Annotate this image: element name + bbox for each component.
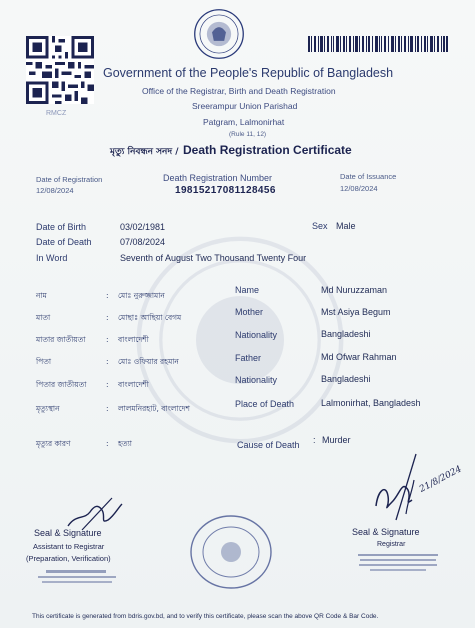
registration-number-value: 19815217081128456 <box>175 185 276 196</box>
date-of-issuance-label: Date of Issuance <box>340 172 397 181</box>
handwritten-date: 21/8/2024 <box>418 464 464 495</box>
place-of-death-bn-colon: : <box>106 404 109 413</box>
father-label: Father <box>235 353 262 363</box>
cause-bn-value: হত্যা <box>118 439 132 448</box>
right-seal-signature-label: Seal & Signature <box>352 527 420 537</box>
father-bn-value: মোঃ ওফিয়ার রহমান <box>118 357 179 366</box>
name-value: Md Nuruzzaman <box>321 285 388 295</box>
mother-label: Mother <box>235 307 264 317</box>
barcode <box>308 36 448 52</box>
sex-value: Male <box>336 221 356 231</box>
mother-value: Mst Asiya Begum <box>321 307 391 317</box>
in-word-value: Seventh of August Two Thousand Twenty Four <box>120 253 307 263</box>
place-of-death-bn-label: মৃত্যুস্থান <box>36 404 60 413</box>
dob-value: 03/02/1981 <box>120 222 166 232</box>
mother-nationality-value: Bangladeshi <box>321 329 371 339</box>
registration-number-label: Death Registration Number <box>163 173 273 183</box>
dob-label: Date of Birth <box>36 222 87 232</box>
watermark-emblem <box>130 230 350 450</box>
father-value: Md Ofwar Rahman <box>321 352 397 362</box>
assistant-stamp-text <box>36 568 118 590</box>
name-bn-value: মোঃ নুরুজ্জামান <box>118 291 165 300</box>
certificate-title-en: Death Registration Certificate <box>183 143 352 157</box>
cause-value: Murder <box>322 435 351 445</box>
father-nationality-value: Bangladeshi <box>321 374 371 384</box>
cause-bn-label: মৃত্যুর কারণ <box>36 439 71 448</box>
dod-label: Date of Death <box>36 237 92 247</box>
assistant-role: Assistant to Registrar <box>33 542 105 551</box>
mother-bn-colon: : <box>106 313 109 322</box>
cause-colon: : <box>313 435 316 445</box>
union-name: Sreerampur Union Parishad <box>192 101 298 111</box>
name-bn-colon: : <box>106 291 109 300</box>
registrar-stamp-text <box>356 552 440 580</box>
office-title: Office of the Registrar, Birth and Death Registration <box>142 86 336 96</box>
cause-label: Cause of Death <box>237 440 300 450</box>
certificate-title-bn: মৃত্যু নিবন্ধন সনদ / <box>110 147 179 157</box>
government-title: Government of the People's Republic of Bangladesh <box>103 66 394 80</box>
place-of-death-bn-value: লালমনিরহাট, বাংলাদেশ <box>118 404 190 413</box>
registrar-role: Registrar <box>377 541 406 548</box>
office-address: Patgram, Lalmonirhat <box>203 117 285 127</box>
date-of-registration-label: Date of Registration <box>36 175 103 184</box>
name-bn-label: নাম <box>36 291 47 300</box>
place-of-death-value: Lalmonirhat, Bangladesh <box>321 398 421 408</box>
mother-nationality-bn-label: মাতার জাতীয়তা <box>36 335 86 344</box>
qr-caption: RMCZ <box>46 110 67 117</box>
father-nationality-label: Nationality <box>235 375 278 385</box>
mother-nationality-bn-colon: : <box>106 335 109 344</box>
date-of-issuance-value: 12/08/2024 <box>340 184 378 193</box>
mother-bn-label: মাতা <box>36 313 51 322</box>
father-nationality-bn-value: বাংলাদেশী <box>118 380 149 389</box>
certificate-title <box>110 141 352 159</box>
date-of-registration-value: 12/08/2024 <box>36 186 74 195</box>
mother-nationality-label: Nationality <box>235 330 278 340</box>
place-of-death-label: Place of Death <box>235 399 295 409</box>
union-seal-stamp <box>186 512 276 592</box>
government-emblem <box>193 8 245 60</box>
father-bn-colon: : <box>106 357 109 366</box>
qr-code <box>26 36 94 104</box>
rule-reference: (Rule 11, 12) <box>229 131 267 138</box>
father-nationality-bn-label: পিতার জাতীয়তা <box>36 380 87 389</box>
left-seal-signature-label: Seal & Signature <box>34 528 102 538</box>
father-bn-label: পিতা <box>36 357 52 366</box>
dod-value: 07/08/2024 <box>120 237 166 247</box>
father-nationality-bn-colon: : <box>106 380 109 389</box>
assistant-role-sub: (Preparation, Verification) <box>26 554 111 563</box>
name-label: Name <box>235 285 260 295</box>
in-word-label: In Word <box>36 253 68 263</box>
cause-bn-colon: : <box>106 439 109 448</box>
footer-note: This certificate is generated from bdris.gov.bd, and to verify this certificate, please scan the above QR Code & Bar Code. <box>32 613 379 620</box>
sex-label: Sex <box>312 221 328 231</box>
mother-nationality-bn-value: বাংলাদেশী <box>118 335 149 344</box>
mother-bn-value: মোছাঃ আছিয়া বেগম <box>118 313 182 322</box>
